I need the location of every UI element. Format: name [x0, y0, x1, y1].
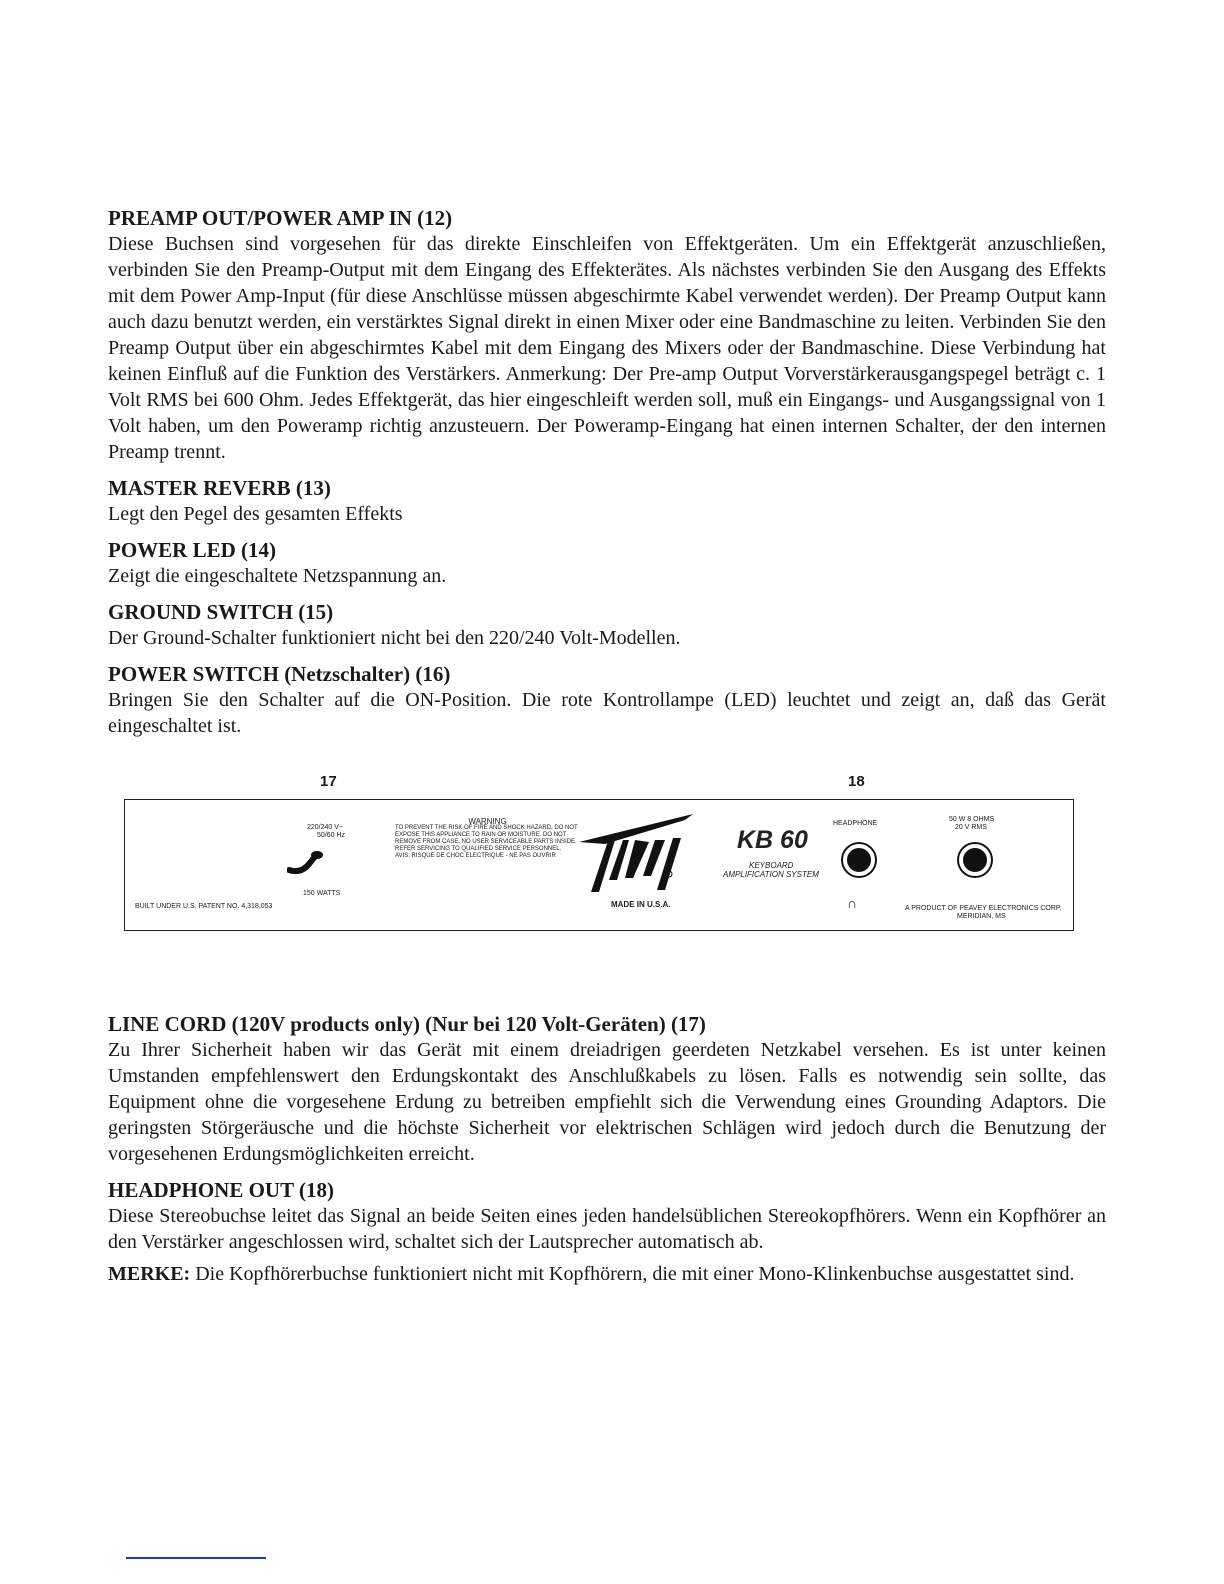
section-body: Legt den Pegel des gesamten Effekts: [108, 503, 403, 525]
section-power-switch: [108, 661, 1106, 739]
section-heading: GROUND SWITCH (15): [108, 600, 334, 624]
section-heading: MASTER REVERB (13): [108, 476, 331, 500]
speaker-rating-1: 50 W 8 OHMS: [949, 816, 995, 823]
warning-box: [395, 818, 580, 860]
figure-callout-17: 17: [320, 773, 337, 790]
made-in-label: MADE IN U.S.A.: [611, 900, 671, 909]
rear-panel: [124, 799, 1074, 931]
line-cord-icon: [287, 848, 323, 876]
section-headphone-out: [108, 1177, 1106, 1255]
section-power-led: [108, 537, 1106, 589]
figure-callout-18: 18: [848, 773, 865, 790]
section-ground-switch: [108, 599, 1106, 651]
warning-text: TO PREVENT THE RISK OF FIRE AND SHOCK HAZARD, DO NOT EXPOSE THIS APPLIANCE TO RAIN OR MOISTURE. DO NOT REMOVE FROM CASE. NO USER SERVICEABLE PARTS INSIDE. REFER SERVICING TO QUALIFIED SERVICE PERSONNEL.: [395, 825, 578, 852]
warning-title: WARNING: [468, 817, 507, 826]
location-label: MERIDIAN, MS: [957, 913, 1006, 920]
watts-label: 150 WATTS: [303, 890, 341, 897]
model-name: KB 60: [737, 826, 808, 854]
model-subtitle-2: AMPLIFICATION SYSTEM: [723, 870, 819, 879]
section-body: Der Ground-Schalter funktioniert nicht bei den 220/240 Volt-Modellen.: [108, 627, 681, 649]
note-text: Die Kopfhörerbuchse funktioniert nicht mit Kopfhörern, die mit einer Mono-Klinkenbuchse ausgestattet sind.: [190, 1263, 1075, 1285]
section-heading: LINE CORD (120V products only) (Nur bei 120 Volt-Geräten) (17): [108, 1012, 706, 1036]
headphone-icon: ∩: [847, 895, 858, 911]
section-master-reverb: [108, 475, 1106, 527]
section-line-cord: [108, 1011, 1106, 1167]
section-heading: POWER LED (14): [108, 538, 276, 562]
headphone-jack: [843, 844, 875, 876]
rear-panel-figure: [108, 773, 1106, 973]
speaker-rating-2: 20 V RMS: [955, 824, 987, 831]
frequency-label: 50/60 Hz: [317, 832, 346, 839]
section-heading: HEADPHONE OUT (18): [108, 1178, 334, 1202]
voltage-label: 220/240 V~: [307, 824, 344, 831]
headphone-label: HEADPHONE: [833, 820, 878, 827]
footer-rule: [126, 1557, 266, 1559]
section-body: Diese Stereobuchse leitet das Signal an beide Seiten eines jeden handelsüblichen Stereokopfhörers. Wenn ein Kopfhörer an den Verstärker angeschlossen wird, schaltet sich der Lautsprecher automatisch ab.: [108, 1205, 1106, 1253]
section-body: Zeigt die eingeschaltete Netzspannung an.: [108, 565, 447, 587]
product-of-label: A PRODUCT OF PEAVEY ELECTRONICS CORP.: [905, 905, 1062, 912]
section-body: Diese Buchsen sind vorgesehen für das direkte Einschleifen von Effektgeräten. Um ein Effektgerät anzuschließen, verbinden Sie den Preamp-Output mit dem Eingang des Effekterätes. Als nächstes verbinden Sie den Ausgang des Effekts mit dem Power Amp-Input (für diese Anschlüsse müssen abgeschirmte Kabel verwendet werden). Der Preamp Output kann auch dazu benutzt werden, ein verstärktes Signal direkt in einen Mixer oder eine Bandmaschine zu leiten. Verbinden Sie den Preamp Output über ein abgeschirmtes Kabel mit dem Eingang des Mixers oder der Bandmaschine. Diese Verbindung hat keinen Einfluß auf die Funktion des Verstärkers. Anmerkung: Der Pre-amp Output Vorverstärkerausgangspegel beträgt c. 1 Volt RMS bei 600 Ohm. Jedes Effektgerät, das hier eingeschleift werden soll, muß ein Eingangs- und Ausgangssignal von 1 Volt haben, um den Poweramp richtig anzusteuern. Der Poweramp-Eingang hat einen internen Schalter, der den internen Preamp trennt.: [108, 233, 1106, 463]
section-preamp-out: [108, 205, 1106, 465]
section-heading: PREAMP OUT/POWER AMP IN (12): [108, 206, 453, 230]
patent-label: BUILT UNDER U.S. PATENT NO. 4,318,053: [135, 903, 273, 910]
section-heading: POWER SWITCH (Netzschalter) (16): [108, 662, 451, 686]
avis-text: AVIS: RISQUE DE CHOC ELECTRIQUE - NE PAS OUVRIR: [395, 853, 556, 859]
model-subtitle-1: KEYBOARD: [749, 861, 794, 870]
section-body: Zu Ihrer Sicherheit haben wir das Gerät mit einem dreiadrigen geerdeten Netzkabel versehen. Es ist unter keinen Umstanden empfehlenswert den Erdungskontakt des Anschlußkabels zu lösen. Falls es notwendig sein sollte, das Equipment ohne die vorgesehene Erdung zu betreiben empfiehlt sich die Verwendung eines Grounding Adaptors. Die geringsten Störgeräusche und die höchste Sicherheit vor elektrischen Schlägen wird jedoch durch die Benutzung der vorgesehenen Erdungsmöglichkeiten erreicht.: [108, 1039, 1106, 1165]
peavey-logo-icon: [565, 810, 695, 896]
note-paragraph: [108, 1261, 1106, 1287]
section-body: Bringen Sie den Schalter auf die ON-Position. Die rote Kontrollampe (LED) leuchtet und zeigt an, daß das Gerät eingeschaltet ist.: [108, 689, 1106, 737]
note-label: MERKE:: [108, 1263, 191, 1285]
manual-page: [108, 205, 1106, 1287]
speaker-jack: [959, 844, 991, 876]
